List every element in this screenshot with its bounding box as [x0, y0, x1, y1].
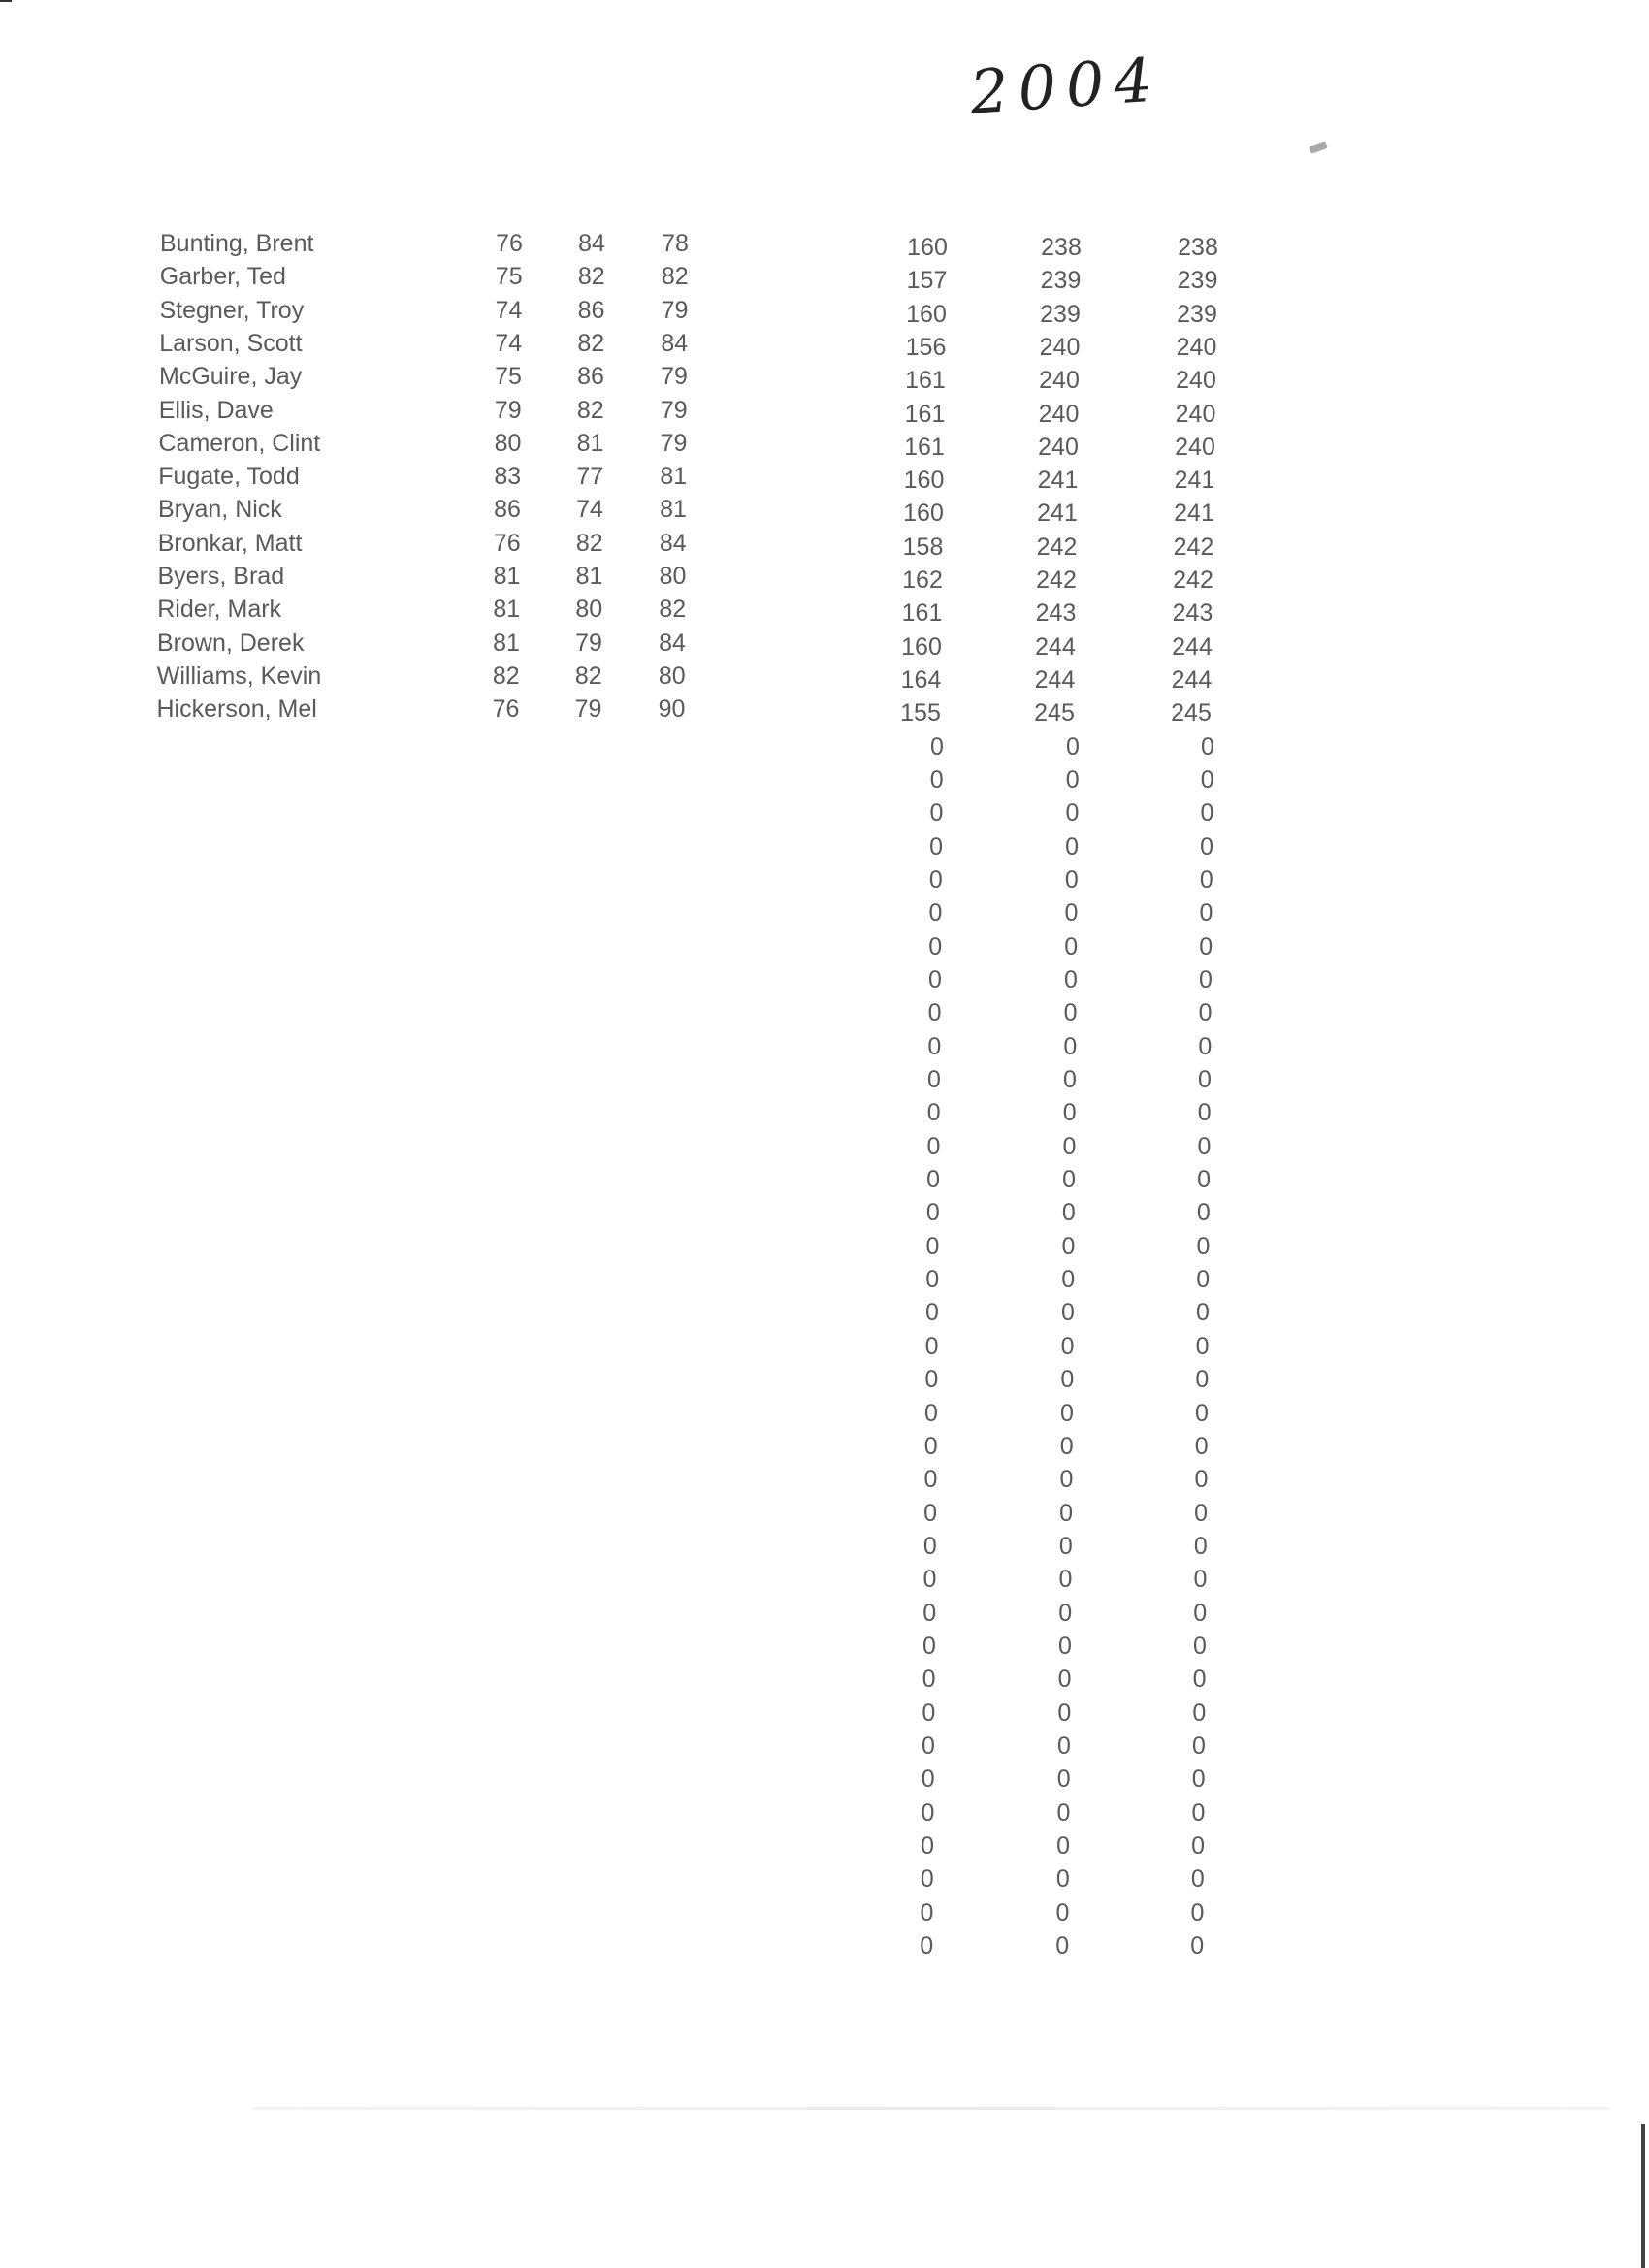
- round-1-score: 74: [495, 329, 523, 357]
- scan-edge-mark: [1641, 2124, 1645, 2268]
- empty-total-repeat: 0: [1193, 1599, 1208, 1627]
- empty-two-round-total: 0: [926, 1166, 941, 1194]
- total-score: 240: [1038, 433, 1079, 461]
- empty-two-round-total: 0: [926, 1132, 941, 1160]
- empty-two-round-total: 0: [927, 965, 942, 993]
- empty-total: 0: [1058, 1566, 1073, 1594]
- player-name: Bunting, Brent: [160, 230, 314, 257]
- empty-two-round-total: 0: [924, 1399, 938, 1427]
- empty-two-round-total: 0: [923, 1432, 938, 1460]
- empty-two-round-total: 0: [922, 1532, 937, 1560]
- empty-total: 0: [1065, 799, 1080, 827]
- round-2-score: 80: [575, 596, 603, 624]
- total-score-repeat: 241: [1174, 467, 1215, 495]
- round-3-score: 90: [658, 696, 686, 724]
- handwritten-year: 2004: [967, 44, 1165, 128]
- total-score-repeat: 243: [1172, 599, 1213, 628]
- round-1-score: 81: [493, 629, 520, 657]
- round-2-score: 86: [577, 363, 604, 391]
- empty-total-repeat: 0: [1198, 1032, 1212, 1060]
- empty-total: 0: [1061, 1199, 1076, 1227]
- total-score: 243: [1035, 599, 1077, 628]
- player-name: Garber, Ted: [159, 263, 286, 291]
- round-3-score: 81: [660, 463, 688, 491]
- player-name: Byers, Brad: [157, 563, 285, 590]
- total-score-repeat: 238: [1178, 234, 1218, 261]
- empty-total-repeat: 0: [1190, 1898, 1205, 1927]
- total-score-repeat: 244: [1171, 665, 1212, 694]
- total-score-repeat: 241: [1174, 500, 1214, 528]
- empty-two-round-total: 0: [924, 1366, 939, 1394]
- empty-total: 0: [1057, 1699, 1072, 1727]
- two-round-total: 155: [900, 699, 941, 728]
- empty-total: 0: [1061, 1266, 1076, 1294]
- two-round-total: 158: [902, 533, 944, 561]
- two-round-total: 157: [906, 267, 948, 295]
- empty-two-round-total: 0: [925, 1199, 940, 1227]
- empty-total-repeat: 0: [1192, 1733, 1206, 1760]
- round-1-score: 86: [494, 496, 521, 524]
- empty-total-repeat: 0: [1197, 1099, 1212, 1127]
- round-3-score: 79: [660, 396, 688, 424]
- player-name: McGuire, Jay: [159, 363, 303, 391]
- empty-two-round-total: 0: [926, 1099, 941, 1127]
- total-score: 242: [1036, 567, 1077, 594]
- player-name: Larson, Scott: [159, 329, 303, 357]
- empty-total-repeat: 0: [1193, 1532, 1208, 1560]
- faint-scan-line: [252, 2107, 1610, 2110]
- empty-total: 0: [1063, 965, 1078, 993]
- empty-two-round-total: 0: [928, 865, 943, 893]
- empty-total-repeat: 0: [1198, 1066, 1212, 1093]
- round-3-score: 84: [659, 529, 687, 557]
- empty-total: 0: [1060, 1299, 1075, 1327]
- empty-total-repeat: 0: [1197, 1132, 1212, 1160]
- player-name: Williams, Kevin: [156, 662, 322, 690]
- round-1-score: 75: [495, 363, 522, 391]
- empty-total: 0: [1065, 832, 1080, 860]
- empty-two-round-total: 0: [922, 1566, 937, 1594]
- empty-total: 0: [1057, 1666, 1072, 1694]
- round-1-score: 81: [493, 563, 521, 590]
- empty-two-round-total: 0: [924, 1299, 939, 1327]
- round-3-score: 84: [661, 329, 689, 357]
- empty-total: 0: [1057, 1632, 1072, 1660]
- total-score-repeat: 240: [1176, 333, 1217, 361]
- empty-total: 0: [1063, 1066, 1077, 1093]
- empty-total-repeat: 0: [1197, 1166, 1212, 1194]
- empty-total: 0: [1064, 932, 1079, 960]
- empty-total: 0: [1055, 1932, 1070, 1960]
- total-score-repeat: 239: [1177, 300, 1217, 328]
- round-3-score: 79: [661, 363, 688, 391]
- empty-total: 0: [1064, 865, 1079, 893]
- player-name: Hickerson, Mel: [156, 696, 317, 724]
- empty-total: 0: [1058, 1599, 1073, 1627]
- empty-total-repeat: 0: [1194, 1466, 1209, 1494]
- two-round-total: 161: [901, 599, 943, 628]
- player-name: Bryan, Nick: [158, 496, 282, 524]
- player-name: Rider, Mark: [157, 596, 282, 624]
- empty-two-round-total: 0: [923, 1466, 938, 1494]
- total-score: 244: [1034, 665, 1076, 694]
- round-3-score: 81: [660, 496, 687, 524]
- empty-two-round-total: 0: [922, 1733, 935, 1760]
- two-round-total: 160: [906, 300, 947, 328]
- total-score: 240: [1039, 333, 1081, 361]
- empty-total: 0: [1055, 1898, 1070, 1927]
- player-name: Brown, Derek: [157, 629, 305, 657]
- round-2-score: 77: [576, 463, 604, 491]
- two-round-total: 160: [903, 500, 944, 528]
- total-score: 239: [1040, 267, 1082, 295]
- total-score: 240: [1039, 367, 1080, 395]
- two-round-total: 160: [901, 632, 942, 661]
- empty-total: 0: [1061, 1232, 1076, 1260]
- round-3-score: 80: [659, 563, 687, 590]
- empty-total: 0: [1060, 1332, 1075, 1360]
- round-1-score: 79: [494, 396, 522, 424]
- round-1-score: 76: [492, 696, 520, 724]
- two-round-total: 161: [904, 433, 945, 461]
- empty-total: 0: [1065, 765, 1080, 794]
- empty-total: 0: [1060, 1366, 1075, 1394]
- empty-two-round-total: 0: [922, 1699, 936, 1727]
- empty-total: 0: [1056, 1798, 1071, 1827]
- round-2-score: 81: [576, 429, 604, 457]
- player-name: Fugate, Todd: [158, 463, 300, 491]
- empty-total-repeat: 0: [1191, 1798, 1206, 1827]
- total-score-repeat: 242: [1173, 567, 1213, 594]
- empty-two-round-total: 0: [929, 765, 944, 794]
- total-score-repeat: 245: [1171, 699, 1212, 728]
- round-3-score: 82: [661, 263, 689, 291]
- empty-total: 0: [1060, 1399, 1074, 1427]
- empty-total: 0: [1066, 732, 1080, 761]
- round-2-score: 74: [576, 496, 603, 524]
- two-round-total: 162: [902, 567, 943, 594]
- empty-total-repeat: 0: [1200, 832, 1214, 860]
- empty-two-round-total: 0: [920, 1932, 934, 1960]
- two-round-total: 164: [900, 665, 942, 694]
- two-round-total: 156: [905, 333, 947, 361]
- round-2-score: 82: [577, 329, 605, 357]
- round-1-score: 75: [495, 263, 523, 291]
- round-2-score: 82: [577, 263, 605, 291]
- empty-total-repeat: 0: [1192, 1666, 1207, 1694]
- round-1-score: 76: [496, 230, 523, 257]
- round-3-score: 79: [660, 429, 688, 457]
- empty-total: 0: [1063, 999, 1078, 1027]
- empty-total-repeat: 0: [1191, 1832, 1206, 1861]
- total-score: 239: [1040, 300, 1081, 328]
- total-score-repeat: 240: [1176, 367, 1216, 395]
- empty-total: 0: [1055, 1865, 1070, 1894]
- empty-total-repeat: 0: [1193, 1566, 1208, 1594]
- empty-two-round-total: 0: [927, 1066, 941, 1093]
- round-1-score: 80: [494, 429, 522, 457]
- round-3-score: 79: [661, 296, 689, 324]
- empty-two-round-total: 0: [921, 1766, 935, 1794]
- round-1-score: 74: [495, 296, 523, 324]
- empty-total-repeat: 0: [1191, 1766, 1206, 1794]
- empty-total: 0: [1062, 1132, 1077, 1160]
- two-round-total: 160: [903, 467, 945, 495]
- round-3-score: 78: [662, 230, 689, 257]
- empty-total-repeat: 0: [1195, 1332, 1210, 1360]
- empty-total: 0: [1059, 1432, 1074, 1460]
- empty-total-repeat: 0: [1190, 1932, 1205, 1960]
- round-3-score: 80: [658, 662, 686, 690]
- empty-total-repeat: 0: [1200, 799, 1214, 827]
- round-3-score: 84: [659, 629, 686, 657]
- empty-total: 0: [1062, 1099, 1077, 1127]
- empty-two-round-total: 0: [920, 1898, 934, 1927]
- empty-total: 0: [1062, 1166, 1077, 1194]
- empty-total-repeat: 0: [1198, 965, 1212, 993]
- total-score: 244: [1035, 632, 1076, 661]
- scan-mark: [0, 0, 12, 2]
- round-1-score: 81: [493, 596, 521, 624]
- empty-total-repeat: 0: [1190, 1865, 1205, 1894]
- total-score: 245: [1034, 699, 1075, 728]
- round-1-score: 83: [494, 463, 522, 491]
- empty-total-repeat: 0: [1199, 899, 1213, 927]
- empty-two-round-total: 0: [922, 1666, 936, 1694]
- empty-two-round-total: 0: [922, 1632, 936, 1660]
- empty-two-round-total: 0: [921, 1832, 935, 1861]
- round-2-score: 82: [574, 662, 602, 690]
- empty-total-repeat: 0: [1195, 1366, 1210, 1394]
- empty-total-repeat: 0: [1200, 765, 1214, 794]
- empty-two-round-total: 0: [925, 1266, 940, 1294]
- empty-total: 0: [1058, 1532, 1073, 1560]
- empty-two-round-total: 0: [922, 1599, 937, 1627]
- total-score-repeat: 240: [1175, 433, 1215, 461]
- total-score-repeat: 242: [1173, 533, 1214, 561]
- empty-total-repeat: 0: [1192, 1632, 1207, 1660]
- empty-two-round-total: 0: [921, 1798, 935, 1827]
- empty-two-round-total: 0: [929, 832, 944, 860]
- round-2-score: 79: [574, 696, 602, 724]
- player-name: Cameron, Clint: [158, 429, 321, 457]
- round-3-score: 82: [659, 596, 687, 624]
- two-round-total: 161: [904, 400, 946, 428]
- total-score: 240: [1038, 400, 1080, 428]
- round-2-score: 82: [576, 396, 604, 424]
- empty-total: 0: [1063, 1032, 1078, 1060]
- empty-total: 0: [1056, 1766, 1071, 1794]
- empty-two-round-total: 0: [929, 799, 944, 827]
- round-2-score: 86: [577, 296, 605, 324]
- total-score-repeat: 239: [1177, 267, 1218, 295]
- empty-total: 0: [1057, 1733, 1071, 1760]
- empty-total: 0: [1059, 1499, 1074, 1527]
- player-name: Ellis, Dave: [158, 396, 274, 424]
- empty-total-repeat: 0: [1195, 1299, 1210, 1327]
- empty-total: 0: [1056, 1832, 1071, 1861]
- total-score: 241: [1037, 467, 1079, 495]
- total-score-repeat: 244: [1172, 632, 1212, 661]
- round-1-score: 76: [493, 529, 521, 557]
- two-round-total: 160: [907, 234, 948, 261]
- empty-total-repeat: 0: [1196, 1266, 1211, 1294]
- empty-total-repeat: 0: [1198, 999, 1212, 1027]
- round-1-score: 82: [492, 662, 520, 690]
- empty-two-round-total: 0: [927, 999, 942, 1027]
- empty-two-round-total: 0: [925, 1232, 940, 1260]
- empty-total: 0: [1059, 1466, 1074, 1494]
- empty-total-repeat: 0: [1192, 1699, 1207, 1727]
- player-name: Stegner, Troy: [159, 296, 305, 324]
- empty-two-round-total: 0: [920, 1865, 934, 1894]
- empty-total-repeat: 0: [1195, 1399, 1209, 1427]
- round-2-score: 82: [575, 529, 603, 557]
- total-score: 241: [1037, 500, 1078, 528]
- empty-total-repeat: 0: [1194, 1432, 1209, 1460]
- player-name: Bronkar, Matt: [157, 529, 303, 557]
- empty-total-repeat: 0: [1196, 1199, 1211, 1227]
- empty-two-round-total: 0: [927, 1032, 942, 1060]
- total-score: 242: [1036, 533, 1078, 561]
- empty-two-round-total: 0: [924, 1332, 939, 1360]
- empty-total-repeat: 0: [1201, 732, 1214, 761]
- empty-total-repeat: 0: [1196, 1232, 1211, 1260]
- empty-total-repeat: 0: [1199, 865, 1213, 893]
- total-score-repeat: 240: [1175, 400, 1216, 428]
- total-score: 238: [1041, 234, 1082, 261]
- empty-total: 0: [1064, 899, 1079, 927]
- empty-two-round-total: 0: [923, 1499, 938, 1527]
- empty-total-repeat: 0: [1199, 932, 1213, 960]
- round-2-score: 81: [575, 563, 603, 590]
- round-2-score: 79: [575, 629, 602, 657]
- empty-two-round-total: 0: [928, 899, 943, 927]
- empty-two-round-total: 0: [930, 732, 944, 761]
- empty-two-round-total: 0: [928, 932, 943, 960]
- round-2-score: 84: [578, 230, 605, 257]
- empty-total-repeat: 0: [1194, 1499, 1209, 1527]
- two-round-total: 161: [905, 367, 946, 395]
- scan-speck: [1309, 141, 1328, 154]
